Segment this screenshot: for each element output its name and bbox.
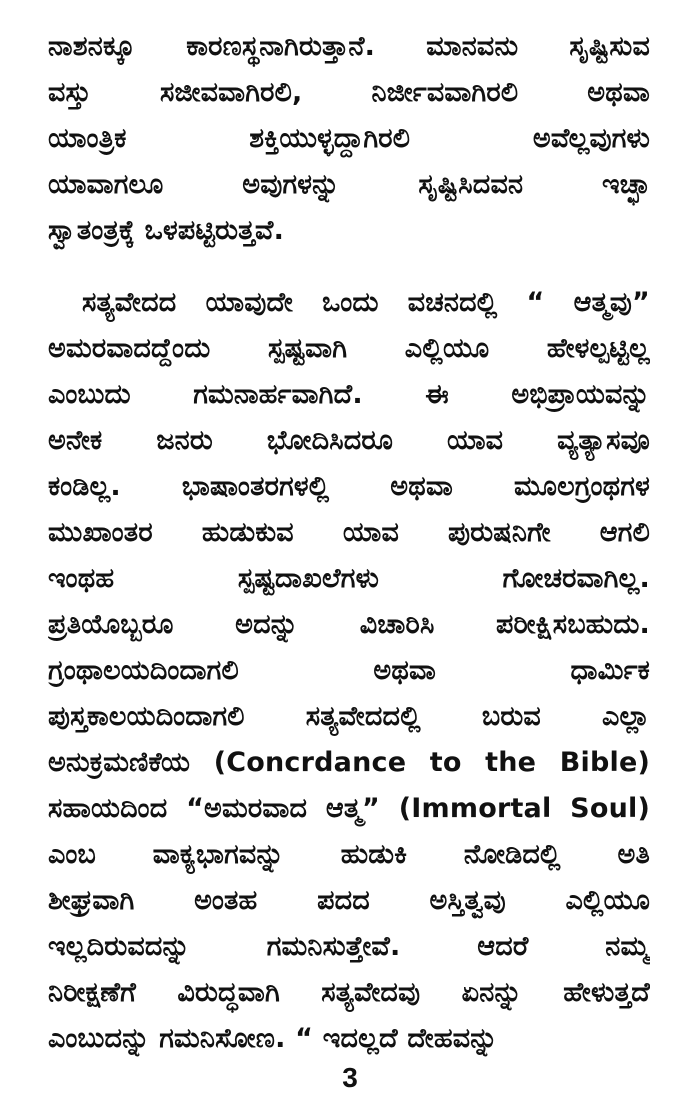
- text-line: ಕಂಡಿಲ್ಲ. ಭಾಷಾಂತರಗಳಲ್ಲಿ ಅಥವಾ ಮೂಲಗ್ರಂಥಗಳ: [48, 471, 650, 502]
- text-line: ಅಮರವಾದದ್ದೆಂದು ಸ್ಪಷ್ಟವಾಗಿ ಎಲ್ಲಿಯೂ ಹೇಳಲ್ಪಟ್ಟಿಲ್ಲ: [48, 333, 650, 364]
- body-text: [48, 24, 650, 1062]
- text-line: ಎಂಬುದು ಗಮನಾರ್ಹವಾಗಿದೆ. ಈ ಅಭಿಪ್ರಾಯವನ್ನು: [48, 379, 650, 410]
- text-line: ಸತ್ಯವೇದದ ಯಾವುದೇ ಒಂದು ವಚನದಲ್ಲಿ “ ಆತ್ಮವು”: [82, 287, 650, 318]
- text-line: ಸ್ವಾತಂತ್ರಕ್ಕೆ ಒಳಪಟ್ಟಿರುತ್ತವೆ.: [48, 215, 285, 246]
- paragraph-spacer: [48, 254, 650, 280]
- text-line: ಯಾವಾಗಲೂ ಅವುಗಳನ್ನು ಸೃಷ್ಟಿಸಿದವನ ಇಚ್ಛಾ: [48, 169, 650, 200]
- page-number: 3: [342, 1062, 358, 1093]
- text-line: ಅನುಕ್ರಮಣಿಕೆಯ (Concrdance to the Bible): [48, 747, 650, 778]
- text-line: ಇಂಥಹ ಸ್ಪಷ್ಟದಾಖಲೆಗಳು ಗೋಚರವಾಗಿಲ್ಲ.: [48, 563, 650, 594]
- text-line: ಗ್ರಂಥಾಲಯದಿಂದಾಗಲಿ ಅಥವಾ ಧಾರ್ಮಿಕ: [48, 655, 650, 686]
- text-line: ಎಂಬುದನ್ನು ಗಮನಿಸೋಣ. “ ಇದಲ್ಲದೆ ದೇಹವನ್ನು: [48, 1023, 498, 1054]
- text-line: ಯಾಂತ್ರಿಕ ಶಕ್ತಿಯುಳ್ಳದ್ದಾಗಿರಲಿ ಅವೆಲ್ಲವುಗಳು: [48, 123, 650, 154]
- paragraph-1: [48, 24, 650, 254]
- text-line: ಪುಸ್ತಕಾಲಯದಿಂದಾಗಲಿ ಸತ್ಯವೇದದಲ್ಲಿ ಬರುವ ಎಲ್ಲಾ: [48, 701, 650, 732]
- paragraph-2: [48, 280, 650, 1062]
- text-line: ನಿರೀಕ್ಷಣೆಗೆ ವಿರುದ್ಧವಾಗಿ ಸತ್ಯವೇದವು ಏನನ್ನು ಹೇಳುತ್ತದೆ: [48, 977, 650, 1008]
- text-line: ಪ್ರತಿಯೊಬ್ಬರೂ ಅದನ್ನು ವಿಚಾರಿಸಿ ಪರೀಕ್ಷಿಸಬಹುದು.: [48, 609, 650, 640]
- text-line: ಎಂಬ ವಾಕ್ಯಭಾಗವನ್ನು ಹುಡುಕಿ ನೋಡಿದಲ್ಲಿ ಅತಿ: [48, 839, 650, 870]
- text-line: ಶೀಘ್ರವಾಗಿ ಅಂತಹ ಪದದ ಅಸ್ತಿತ್ವವು ಎಲ್ಲಿಯೂ: [48, 885, 650, 916]
- text-line: ವಸ್ತು ಸಜೀವವಾಗಿರಲಿ, ನಿರ್ಜೀವವಾಗಿರಲಿ ಅಥವಾ: [48, 77, 650, 108]
- text-line: ಸಹಾಯದಿಂದ “ಅಮರವಾದ ಆತ್ಮ” (Immortal Soul): [48, 793, 650, 824]
- text-line: ಇಲ್ಲದಿರುವದನ್ನು ಗಮನಿಸುತ್ತೇವೆ. ಆದರೆ ನಮ್ಮ: [48, 931, 650, 962]
- text-line: ಅನೇಕ ಜನರು ಭೋದಿಸಿದರೂ ಯಾವ ವ್ಯತ್ಯಾಸವೂ: [48, 425, 650, 456]
- text-line: ಮುಖಾಂತರ ಹುಡುಕುವ ಯಾವ ಪುರುಷನಿಗೇ ಆಗಲಿ: [48, 517, 650, 548]
- text-line: ನಾಶನಕ್ಕೂ ಕಾರಣಸ್ಥನಾಗಿರುತ್ತಾನೆ. ಮಾನವನು ಸೃಷ್ಟಿಸುವ: [48, 31, 650, 62]
